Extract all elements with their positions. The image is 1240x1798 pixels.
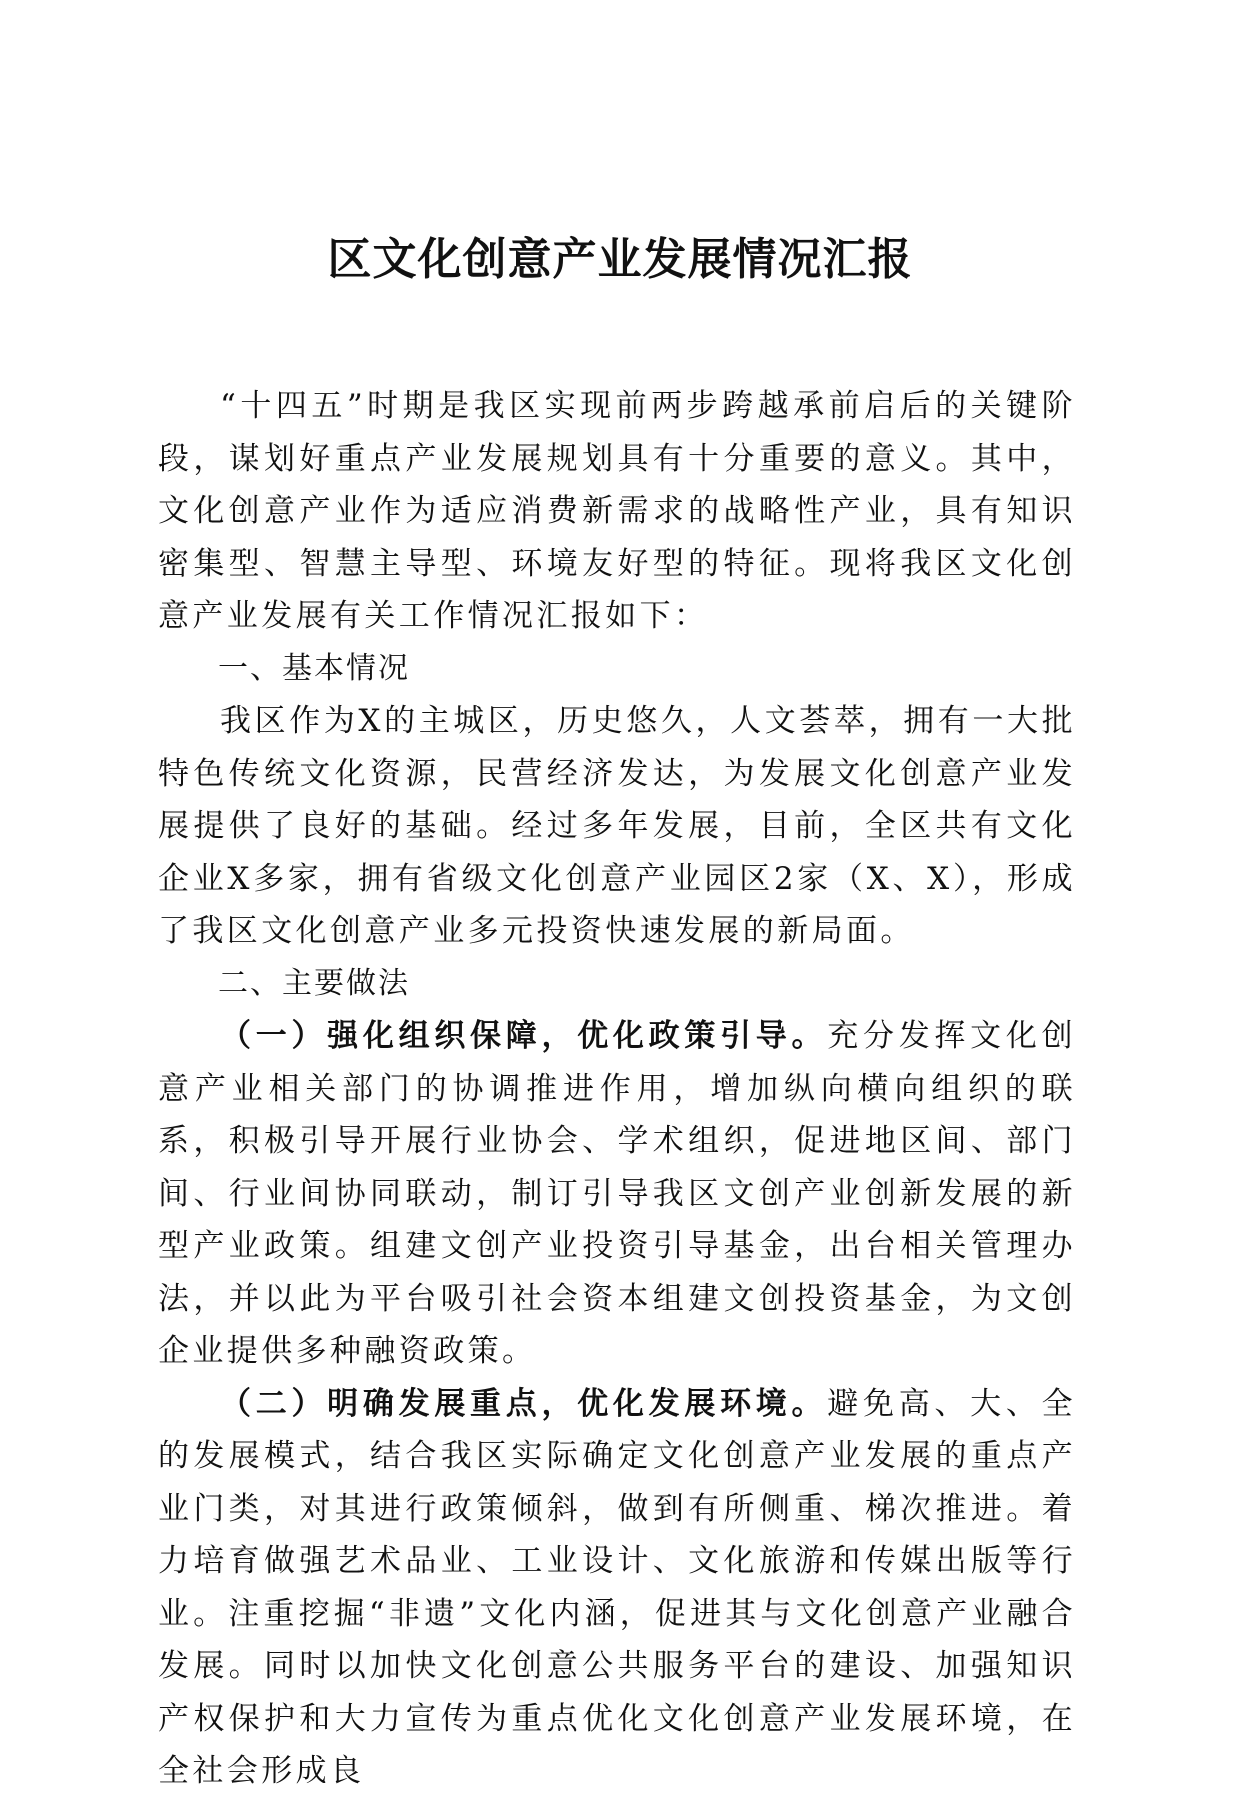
section-heading-practices: 二、主要做法	[218, 965, 410, 1001]
intro-paragraph: “十四五”时期是我区实现前两步跨越承前启后的关键阶段，谋划好重点产业发展规划具有十分重要的意义。其中，文化创意产业作为适应消费新需求的战略性产业，具有知识密集型、智慧主导型、环境友好型的特征。现将我区文化创意产业发展有关工作情况汇报如下：	[158, 388, 1076, 634]
practice-text: 充分发挥文化创意产业相关部门的协调推进作用，增加纵向横向组织的联系，积极引导开展行业协会、学术组织，促进地区间、部门间、行业间协同联动，制订引导我区文创产业创新发展的新型产业政策。组建文创产业投资引导基金，出台相关管理办法，并以此为平台吸引社会资本组建文创投资基金，为文创企业提供多种融资政策。	[158, 1018, 1076, 1369]
practice-paragraph	[158, 1010, 1076, 1378]
document-title: 区文化创意产业发展情况汇报	[327, 234, 913, 285]
practice-text: 避免高、大、全的发展模式，结合我区实际确定文化创意产业发展的重点产业门类，对其进行政策倾斜，做到有所侧重、梯次推进。着力培育做强艺术品业、工业设计、文化旅游和传媒出版等行业。注重挖掘“非遗”文化内涵，促进其与文化创意产业融合发展。同时以加快文化创意公共服务平台的建设、加强知识产权保护和大力宣传为重点优化文化创意产业发展环境，在全社会形成良	[158, 1385, 1076, 1789]
practice-paragraph	[158, 1378, 1076, 1798]
document-body	[158, 380, 1076, 1798]
practice-subtitle: （二）明确发展重点，优化发展环境。	[220, 1385, 828, 1422]
basic-situation-paragraph: 我区作为X的主城区，历史悠久，人文荟萃，拥有一大批特色传统文化资源，民营经济发达，为发展文化创意产业发展提供了良好的基础。经过多年发展，目前，全区共有文化企业X多家，拥有省级文化创意产业园区2家（X、X），形成了我区文化创意产业多元投资快速发展的新局面。	[158, 703, 1076, 949]
section-heading-basic: 一、基本情况	[218, 650, 410, 686]
practice-subtitle: （一）强化组织保障，优化政策引导。	[220, 1018, 828, 1054]
